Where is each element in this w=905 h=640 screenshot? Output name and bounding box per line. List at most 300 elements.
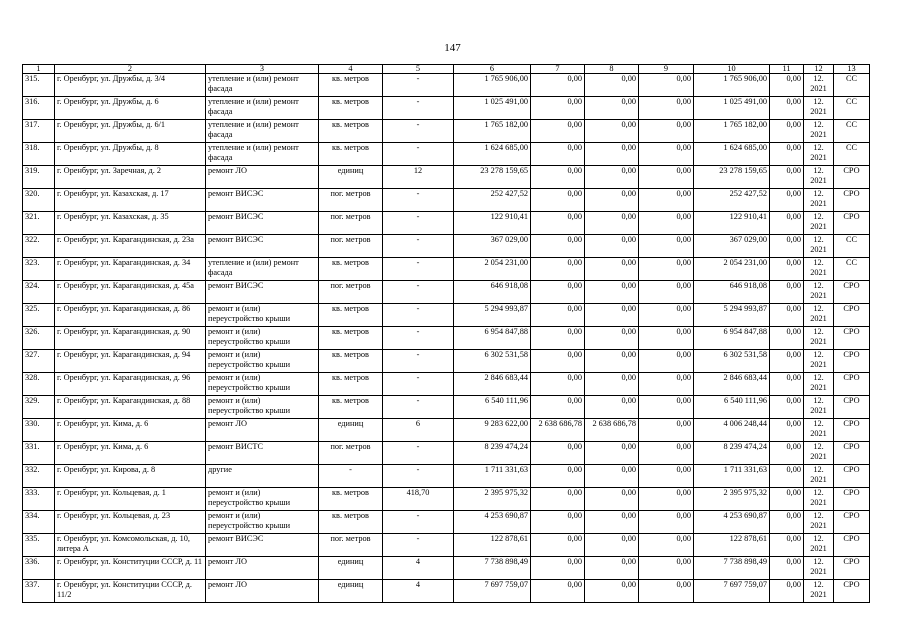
cell-total-cost: 122 910,41 xyxy=(454,212,531,235)
cell-fund-local: 0,00 xyxy=(639,304,694,327)
cell-method: СРО xyxy=(834,534,870,557)
cell-fund-regional: 0,00 xyxy=(585,373,639,396)
cell-fund-other: 0,00 xyxy=(770,465,804,488)
cell-unit: кв. метров xyxy=(319,373,383,396)
cell-row-number: 323. xyxy=(23,258,55,281)
cell-method: СРО xyxy=(834,189,870,212)
cell-row-number: 329. xyxy=(23,396,55,419)
cell-unit: пог. метров xyxy=(319,534,383,557)
cell-row-number: 331. xyxy=(23,442,55,465)
cell-fund-regional: 0,00 xyxy=(585,511,639,534)
cell-fund-owners: 646 918,08 xyxy=(694,281,770,304)
cell-row-number: 316. xyxy=(23,97,55,120)
cell-fund-local: 0,00 xyxy=(639,396,694,419)
cell-row-number: 315. xyxy=(23,74,55,97)
cell-quantity: - xyxy=(383,258,454,281)
cell-quantity: - xyxy=(383,534,454,557)
column-header-5: 5 xyxy=(383,65,454,74)
cell-unit: - xyxy=(319,465,383,488)
column-header-13: 13 xyxy=(834,65,870,74)
cell-fund-local: 0,00 xyxy=(639,166,694,189)
cell-fund-owners: 6 954 847,88 xyxy=(694,327,770,350)
cell-fund-other: 0,00 xyxy=(770,442,804,465)
cell-unit: единиц xyxy=(319,580,383,603)
cell-fund-local: 0,00 xyxy=(639,74,694,97)
cell-total-cost: 2 846 683,44 xyxy=(454,373,531,396)
cell-deadline: 12. 2021 xyxy=(804,580,834,603)
cell-fund-regional: 0,00 xyxy=(585,442,639,465)
cell-deadline: 12. 2021 xyxy=(804,166,834,189)
cell-unit: пог. метров xyxy=(319,442,383,465)
cell-quantity: - xyxy=(383,143,454,166)
cell-fund-local: 0,00 xyxy=(639,488,694,511)
cell-fund-local: 0,00 xyxy=(639,350,694,373)
table-row xyxy=(23,281,870,304)
table-row xyxy=(23,396,870,419)
cell-address: г. Оренбург, ул. Кольцевая, д. 23 xyxy=(55,511,206,534)
cell-fund-local: 0,00 xyxy=(639,511,694,534)
cell-method: СРО xyxy=(834,557,870,580)
cell-fund-owners: 4 006 248,44 xyxy=(694,419,770,442)
column-header-12: 12 xyxy=(804,65,834,74)
cell-fund-regional: 0,00 xyxy=(585,580,639,603)
cell-quantity: - xyxy=(383,304,454,327)
cell-fund-local: 0,00 xyxy=(639,143,694,166)
cell-method: СРО xyxy=(834,212,870,235)
cell-address: г. Оренбург, ул. Карагандинская, д. 34 xyxy=(55,258,206,281)
cell-deadline: 12. 2021 xyxy=(804,281,834,304)
cell-fund-owners: 1 765 906,00 xyxy=(694,74,770,97)
cell-work-type: ремонт и (или) переустройство крыши xyxy=(206,511,319,534)
cell-address: г. Оренбург, ул. Дружбы, д. 6 xyxy=(55,97,206,120)
cell-fund-regional: 0,00 xyxy=(585,97,639,120)
cell-total-cost: 5 294 993,87 xyxy=(454,304,531,327)
cell-fund-local: 0,00 xyxy=(639,557,694,580)
cell-total-cost: 4 253 690,87 xyxy=(454,511,531,534)
table-row xyxy=(23,557,870,580)
cell-fund-federal: 0,00 xyxy=(531,74,585,97)
cell-fund-local: 0,00 xyxy=(639,235,694,258)
cell-total-cost: 7 738 898,49 xyxy=(454,557,531,580)
cell-method: СРО xyxy=(834,580,870,603)
cell-fund-owners: 2 054 231,00 xyxy=(694,258,770,281)
table-row xyxy=(23,488,870,511)
table-row xyxy=(23,511,870,534)
table-row xyxy=(23,327,870,350)
column-header-11: 11 xyxy=(770,65,804,74)
cell-fund-local: 0,00 xyxy=(639,97,694,120)
cell-fund-local: 0,00 xyxy=(639,442,694,465)
column-header-7: 7 xyxy=(531,65,585,74)
cell-method: СРО xyxy=(834,350,870,373)
cell-deadline: 12. 2021 xyxy=(804,419,834,442)
cell-fund-federal: 0,00 xyxy=(531,166,585,189)
cell-fund-regional: 0,00 xyxy=(585,120,639,143)
cell-fund-local: 0,00 xyxy=(639,534,694,557)
cell-method: СРО xyxy=(834,465,870,488)
cell-deadline: 12. 2021 xyxy=(804,258,834,281)
cell-unit: кв. метров xyxy=(319,350,383,373)
cell-unit: пог. метров xyxy=(319,212,383,235)
cell-quantity: - xyxy=(383,74,454,97)
cell-fund-owners: 2 846 683,44 xyxy=(694,373,770,396)
cell-deadline: 12. 2021 xyxy=(804,396,834,419)
cell-fund-owners: 1 624 685,00 xyxy=(694,143,770,166)
cell-work-type: ремонт ВИСЭС xyxy=(206,189,319,212)
cell-fund-federal: 0,00 xyxy=(531,488,585,511)
cell-deadline: 12. 2021 xyxy=(804,120,834,143)
cell-fund-local: 0,00 xyxy=(639,373,694,396)
cell-unit: кв. метров xyxy=(319,258,383,281)
cell-total-cost: 2 054 231,00 xyxy=(454,258,531,281)
cell-fund-owners: 4 253 690,87 xyxy=(694,511,770,534)
cell-deadline: 12. 2021 xyxy=(804,511,834,534)
table-body xyxy=(23,74,870,603)
cell-unit: кв. метров xyxy=(319,488,383,511)
cell-fund-regional: 0,00 xyxy=(585,534,639,557)
cell-fund-federal: 0,00 xyxy=(531,258,585,281)
cell-fund-federal: 0,00 xyxy=(531,396,585,419)
cell-fund-owners: 367 029,00 xyxy=(694,235,770,258)
cell-unit: кв. метров xyxy=(319,327,383,350)
cell-fund-regional: 0,00 xyxy=(585,258,639,281)
cell-quantity: - xyxy=(383,189,454,212)
table-row xyxy=(23,442,870,465)
cell-row-number: 327. xyxy=(23,350,55,373)
cell-unit: пог. метров xyxy=(319,281,383,304)
cell-fund-federal: 0,00 xyxy=(531,235,585,258)
cell-unit: кв. метров xyxy=(319,143,383,166)
table-row xyxy=(23,350,870,373)
cell-quantity: 4 xyxy=(383,580,454,603)
cell-work-type: ремонт и (или) переустройство крыши xyxy=(206,350,319,373)
cell-fund-federal: 0,00 xyxy=(531,511,585,534)
column-header-8: 8 xyxy=(585,65,639,74)
cell-row-number: 335. xyxy=(23,534,55,557)
cell-work-type: ремонт и (или) переустройство крыши xyxy=(206,327,319,350)
cell-row-number: 337. xyxy=(23,580,55,603)
cell-deadline: 12. 2021 xyxy=(804,189,834,212)
cell-work-type: ремонт ЛО xyxy=(206,419,319,442)
cell-unit: кв. метров xyxy=(319,304,383,327)
cell-fund-other: 0,00 xyxy=(770,212,804,235)
cell-fund-local: 0,00 xyxy=(639,189,694,212)
cell-fund-other: 0,00 xyxy=(770,327,804,350)
cell-address: г. Оренбург, ул. Дружбы, д. 8 xyxy=(55,143,206,166)
column-header-1: 1 xyxy=(23,65,55,74)
column-number-row xyxy=(23,65,870,74)
cell-fund-local: 0,00 xyxy=(639,120,694,143)
cell-quantity: - xyxy=(383,465,454,488)
cell-fund-owners: 122 910,41 xyxy=(694,212,770,235)
cell-fund-other: 0,00 xyxy=(770,350,804,373)
cell-fund-federal: 0,00 xyxy=(531,281,585,304)
cell-total-cost: 7 697 759,07 xyxy=(454,580,531,603)
cell-quantity: - xyxy=(383,281,454,304)
cell-work-type: другие xyxy=(206,465,319,488)
column-header-3: 3 xyxy=(206,65,319,74)
cell-quantity: - xyxy=(383,442,454,465)
cell-row-number: 320. xyxy=(23,189,55,212)
cell-address: г. Оренбург, ул. Карагандинская, д. 23а xyxy=(55,235,206,258)
cell-fund-other: 0,00 xyxy=(770,189,804,212)
cell-work-type: утепление и (или) ремонт фасада xyxy=(206,74,319,97)
cell-method: СРО xyxy=(834,304,870,327)
cell-quantity: - xyxy=(383,212,454,235)
column-header-10: 10 xyxy=(694,65,770,74)
table-row xyxy=(23,97,870,120)
cell-fund-owners: 1 711 331,63 xyxy=(694,465,770,488)
cell-quantity: - xyxy=(383,350,454,373)
cell-fund-local: 0,00 xyxy=(639,281,694,304)
table-row xyxy=(23,166,870,189)
cell-row-number: 322. xyxy=(23,235,55,258)
cell-fund-local: 0,00 xyxy=(639,465,694,488)
cell-fund-other: 0,00 xyxy=(770,534,804,557)
cell-unit: кв. метров xyxy=(319,396,383,419)
cell-work-type: ремонт ВИСЭС xyxy=(206,212,319,235)
table-row xyxy=(23,189,870,212)
cell-address: г. Оренбург, ул. Карагандинская, д. 90 xyxy=(55,327,206,350)
cell-address: г. Оренбург, ул. Карагандинская, д. 94 xyxy=(55,350,206,373)
cell-work-type: ремонт ВИСЭС xyxy=(206,534,319,557)
cell-address: г. Оренбург, ул. Комсомольская, д. 10, литера А xyxy=(55,534,206,557)
cell-deadline: 12. 2021 xyxy=(804,74,834,97)
cell-fund-federal: 0,00 xyxy=(531,304,585,327)
cell-address: г. Оренбург, ул. Карагандинская, д. 86 xyxy=(55,304,206,327)
cell-quantity: - xyxy=(383,97,454,120)
cell-fund-owners: 252 427,52 xyxy=(694,189,770,212)
cell-method: СРО xyxy=(834,419,870,442)
cell-total-cost: 6 954 847,88 xyxy=(454,327,531,350)
cell-row-number: 334. xyxy=(23,511,55,534)
cell-row-number: 319. xyxy=(23,166,55,189)
cell-total-cost: 6 302 531,58 xyxy=(454,350,531,373)
table-row xyxy=(23,465,870,488)
cell-fund-regional: 0,00 xyxy=(585,465,639,488)
cell-total-cost: 1 765 906,00 xyxy=(454,74,531,97)
cell-method: СРО xyxy=(834,511,870,534)
cell-row-number: 336. xyxy=(23,557,55,580)
cell-fund-owners: 5 294 993,87 xyxy=(694,304,770,327)
cell-fund-regional: 0,00 xyxy=(585,189,639,212)
cell-work-type: утепление и (или) ремонт фасада xyxy=(206,258,319,281)
cell-fund-local: 0,00 xyxy=(639,419,694,442)
cell-method: СРО xyxy=(834,327,870,350)
cell-total-cost: 1 624 685,00 xyxy=(454,143,531,166)
cell-row-number: 330. xyxy=(23,419,55,442)
cell-fund-other: 0,00 xyxy=(770,557,804,580)
cell-address: г. Оренбург, ул. Конституции СССР, д. 11/2 xyxy=(55,580,206,603)
cell-fund-other: 0,00 xyxy=(770,580,804,603)
cell-work-type: ремонт и (или) переустройство крыши xyxy=(206,488,319,511)
cell-fund-regional: 0,00 xyxy=(585,166,639,189)
cell-total-cost: 122 878,61 xyxy=(454,534,531,557)
cell-deadline: 12. 2021 xyxy=(804,235,834,258)
cell-fund-other: 0,00 xyxy=(770,120,804,143)
cell-deadline: 12. 2021 xyxy=(804,442,834,465)
cell-method: СС xyxy=(834,74,870,97)
cell-fund-federal: 0,00 xyxy=(531,534,585,557)
cell-row-number: 324. xyxy=(23,281,55,304)
cell-fund-other: 0,00 xyxy=(770,419,804,442)
cell-deadline: 12. 2021 xyxy=(804,97,834,120)
cell-fund-federal: 0,00 xyxy=(531,143,585,166)
cell-method: СРО xyxy=(834,166,870,189)
table-row xyxy=(23,120,870,143)
cell-fund-other: 0,00 xyxy=(770,143,804,166)
cell-fund-regional: 0,00 xyxy=(585,235,639,258)
cell-deadline: 12. 2021 xyxy=(804,557,834,580)
cell-fund-federal: 0,00 xyxy=(531,120,585,143)
cell-total-cost: 8 239 474,24 xyxy=(454,442,531,465)
cell-address: г. Оренбург, ул. Дружбы, д. 3/4 xyxy=(55,74,206,97)
cell-fund-federal: 0,00 xyxy=(531,97,585,120)
cell-quantity: - xyxy=(383,235,454,258)
table-row xyxy=(23,419,870,442)
cell-address: г. Оренбург, ул. Кима, д. 6 xyxy=(55,419,206,442)
cell-method: СС xyxy=(834,143,870,166)
cell-work-type: утепление и (или) ремонт фасада xyxy=(206,143,319,166)
cell-work-type: ремонт и (или) переустройство крыши xyxy=(206,396,319,419)
cell-fund-regional: 0,00 xyxy=(585,327,639,350)
cell-quantity: - xyxy=(383,120,454,143)
cell-method: СРО xyxy=(834,488,870,511)
cell-address: г. Оренбург, ул. Карагандинская, д. 96 xyxy=(55,373,206,396)
cell-row-number: 326. xyxy=(23,327,55,350)
cell-unit: единиц xyxy=(319,166,383,189)
cell-address: г. Оренбург, ул. Казахская, д. 17 xyxy=(55,189,206,212)
cell-total-cost: 1 711 331,63 xyxy=(454,465,531,488)
cell-fund-owners: 1 025 491,00 xyxy=(694,97,770,120)
cell-row-number: 318. xyxy=(23,143,55,166)
cell-fund-federal: 0,00 xyxy=(531,580,585,603)
cell-method: СС xyxy=(834,97,870,120)
cell-fund-federal: 0,00 xyxy=(531,327,585,350)
table-row xyxy=(23,304,870,327)
cell-work-type: ремонт ВИСЭС xyxy=(206,235,319,258)
cell-quantity: 4 xyxy=(383,557,454,580)
cell-address: г. Оренбург, ул. Дружбы, д. 6/1 xyxy=(55,120,206,143)
cell-deadline: 12. 2021 xyxy=(804,373,834,396)
cell-fund-regional: 0,00 xyxy=(585,281,639,304)
cell-row-number: 333. xyxy=(23,488,55,511)
cell-fund-other: 0,00 xyxy=(770,396,804,419)
cell-address: г. Оренбург, ул. Карагандинская, д. 45а xyxy=(55,281,206,304)
cell-fund-regional: 0,00 xyxy=(585,488,639,511)
cell-fund-owners: 8 239 474,24 xyxy=(694,442,770,465)
cell-work-type: ремонт ЛО xyxy=(206,166,319,189)
table-row xyxy=(23,373,870,396)
cell-fund-federal: 0,00 xyxy=(531,557,585,580)
cell-total-cost: 252 427,52 xyxy=(454,189,531,212)
cell-quantity: - xyxy=(383,373,454,396)
cell-unit: пог. метров xyxy=(319,235,383,258)
cell-fund-federal: 0,00 xyxy=(531,465,585,488)
cell-row-number: 325. xyxy=(23,304,55,327)
cell-fund-other: 0,00 xyxy=(770,511,804,534)
cell-fund-local: 0,00 xyxy=(639,212,694,235)
cell-fund-regional: 0,00 xyxy=(585,304,639,327)
cell-fund-other: 0,00 xyxy=(770,166,804,189)
cell-deadline: 12. 2021 xyxy=(804,212,834,235)
cell-unit: кв. метров xyxy=(319,74,383,97)
cell-work-type: ремонт ЛО xyxy=(206,557,319,580)
cell-fund-local: 0,00 xyxy=(639,258,694,281)
cell-total-cost: 1 765 182,00 xyxy=(454,120,531,143)
cell-address: г. Оренбург, ул. Кольцевая, д. 1 xyxy=(55,488,206,511)
table-row xyxy=(23,580,870,603)
cell-fund-owners: 7 697 759,07 xyxy=(694,580,770,603)
cell-work-type: ремонт ЛО xyxy=(206,580,319,603)
capital-repair-table xyxy=(22,64,870,603)
cell-row-number: 317. xyxy=(23,120,55,143)
cell-deadline: 12. 2021 xyxy=(804,327,834,350)
cell-deadline: 12. 2021 xyxy=(804,304,834,327)
cell-fund-other: 0,00 xyxy=(770,373,804,396)
cell-total-cost: 23 278 159,65 xyxy=(454,166,531,189)
cell-fund-federal: 0,00 xyxy=(531,442,585,465)
cell-total-cost: 1 025 491,00 xyxy=(454,97,531,120)
cell-row-number: 321. xyxy=(23,212,55,235)
cell-unit: кв. метров xyxy=(319,511,383,534)
cell-deadline: 12. 2021 xyxy=(804,350,834,373)
cell-method: СРО xyxy=(834,281,870,304)
cell-fund-owners: 6 302 531,58 xyxy=(694,350,770,373)
cell-fund-other: 0,00 xyxy=(770,74,804,97)
cell-quantity: - xyxy=(383,511,454,534)
cell-address: г. Оренбург, ул. Конституции СССР, д. 11 xyxy=(55,557,206,580)
cell-deadline: 12. 2021 xyxy=(804,143,834,166)
cell-fund-owners: 7 738 898,49 xyxy=(694,557,770,580)
cell-unit: единиц xyxy=(319,557,383,580)
table-row xyxy=(23,212,870,235)
cell-fund-regional: 0,00 xyxy=(585,557,639,580)
cell-fund-federal: 2 638 686,78 xyxy=(531,419,585,442)
cell-total-cost: 6 540 111,96 xyxy=(454,396,531,419)
cell-fund-federal: 0,00 xyxy=(531,350,585,373)
cell-fund-other: 0,00 xyxy=(770,97,804,120)
cell-quantity: - xyxy=(383,327,454,350)
cell-fund-regional: 0,00 xyxy=(585,396,639,419)
cell-fund-federal: 0,00 xyxy=(531,189,585,212)
cell-fund-other: 0,00 xyxy=(770,235,804,258)
page-number: 147 xyxy=(444,42,461,54)
cell-quantity: 12 xyxy=(383,166,454,189)
column-header-4: 4 xyxy=(319,65,383,74)
cell-row-number: 332. xyxy=(23,465,55,488)
cell-unit: кв. метров xyxy=(319,120,383,143)
cell-deadline: 12. 2021 xyxy=(804,534,834,557)
cell-fund-regional: 0,00 xyxy=(585,74,639,97)
cell-address: г. Оренбург, ул. Кима, д. 6 xyxy=(55,442,206,465)
cell-fund-local: 0,00 xyxy=(639,580,694,603)
cell-fund-local: 0,00 xyxy=(639,327,694,350)
cell-fund-owners: 6 540 111,96 xyxy=(694,396,770,419)
cell-fund-other: 0,00 xyxy=(770,304,804,327)
cell-quantity: 6 xyxy=(383,419,454,442)
cell-deadline: 12. 2021 xyxy=(804,465,834,488)
table-row xyxy=(23,143,870,166)
cell-fund-owners: 1 765 182,00 xyxy=(694,120,770,143)
cell-method: СРО xyxy=(834,396,870,419)
cell-unit: пог. метров xyxy=(319,189,383,212)
cell-method: СС xyxy=(834,120,870,143)
cell-fund-federal: 0,00 xyxy=(531,373,585,396)
cell-address: г. Оренбург, ул. Кирова, д. 8 xyxy=(55,465,206,488)
table-row xyxy=(23,235,870,258)
cell-total-cost: 367 029,00 xyxy=(454,235,531,258)
